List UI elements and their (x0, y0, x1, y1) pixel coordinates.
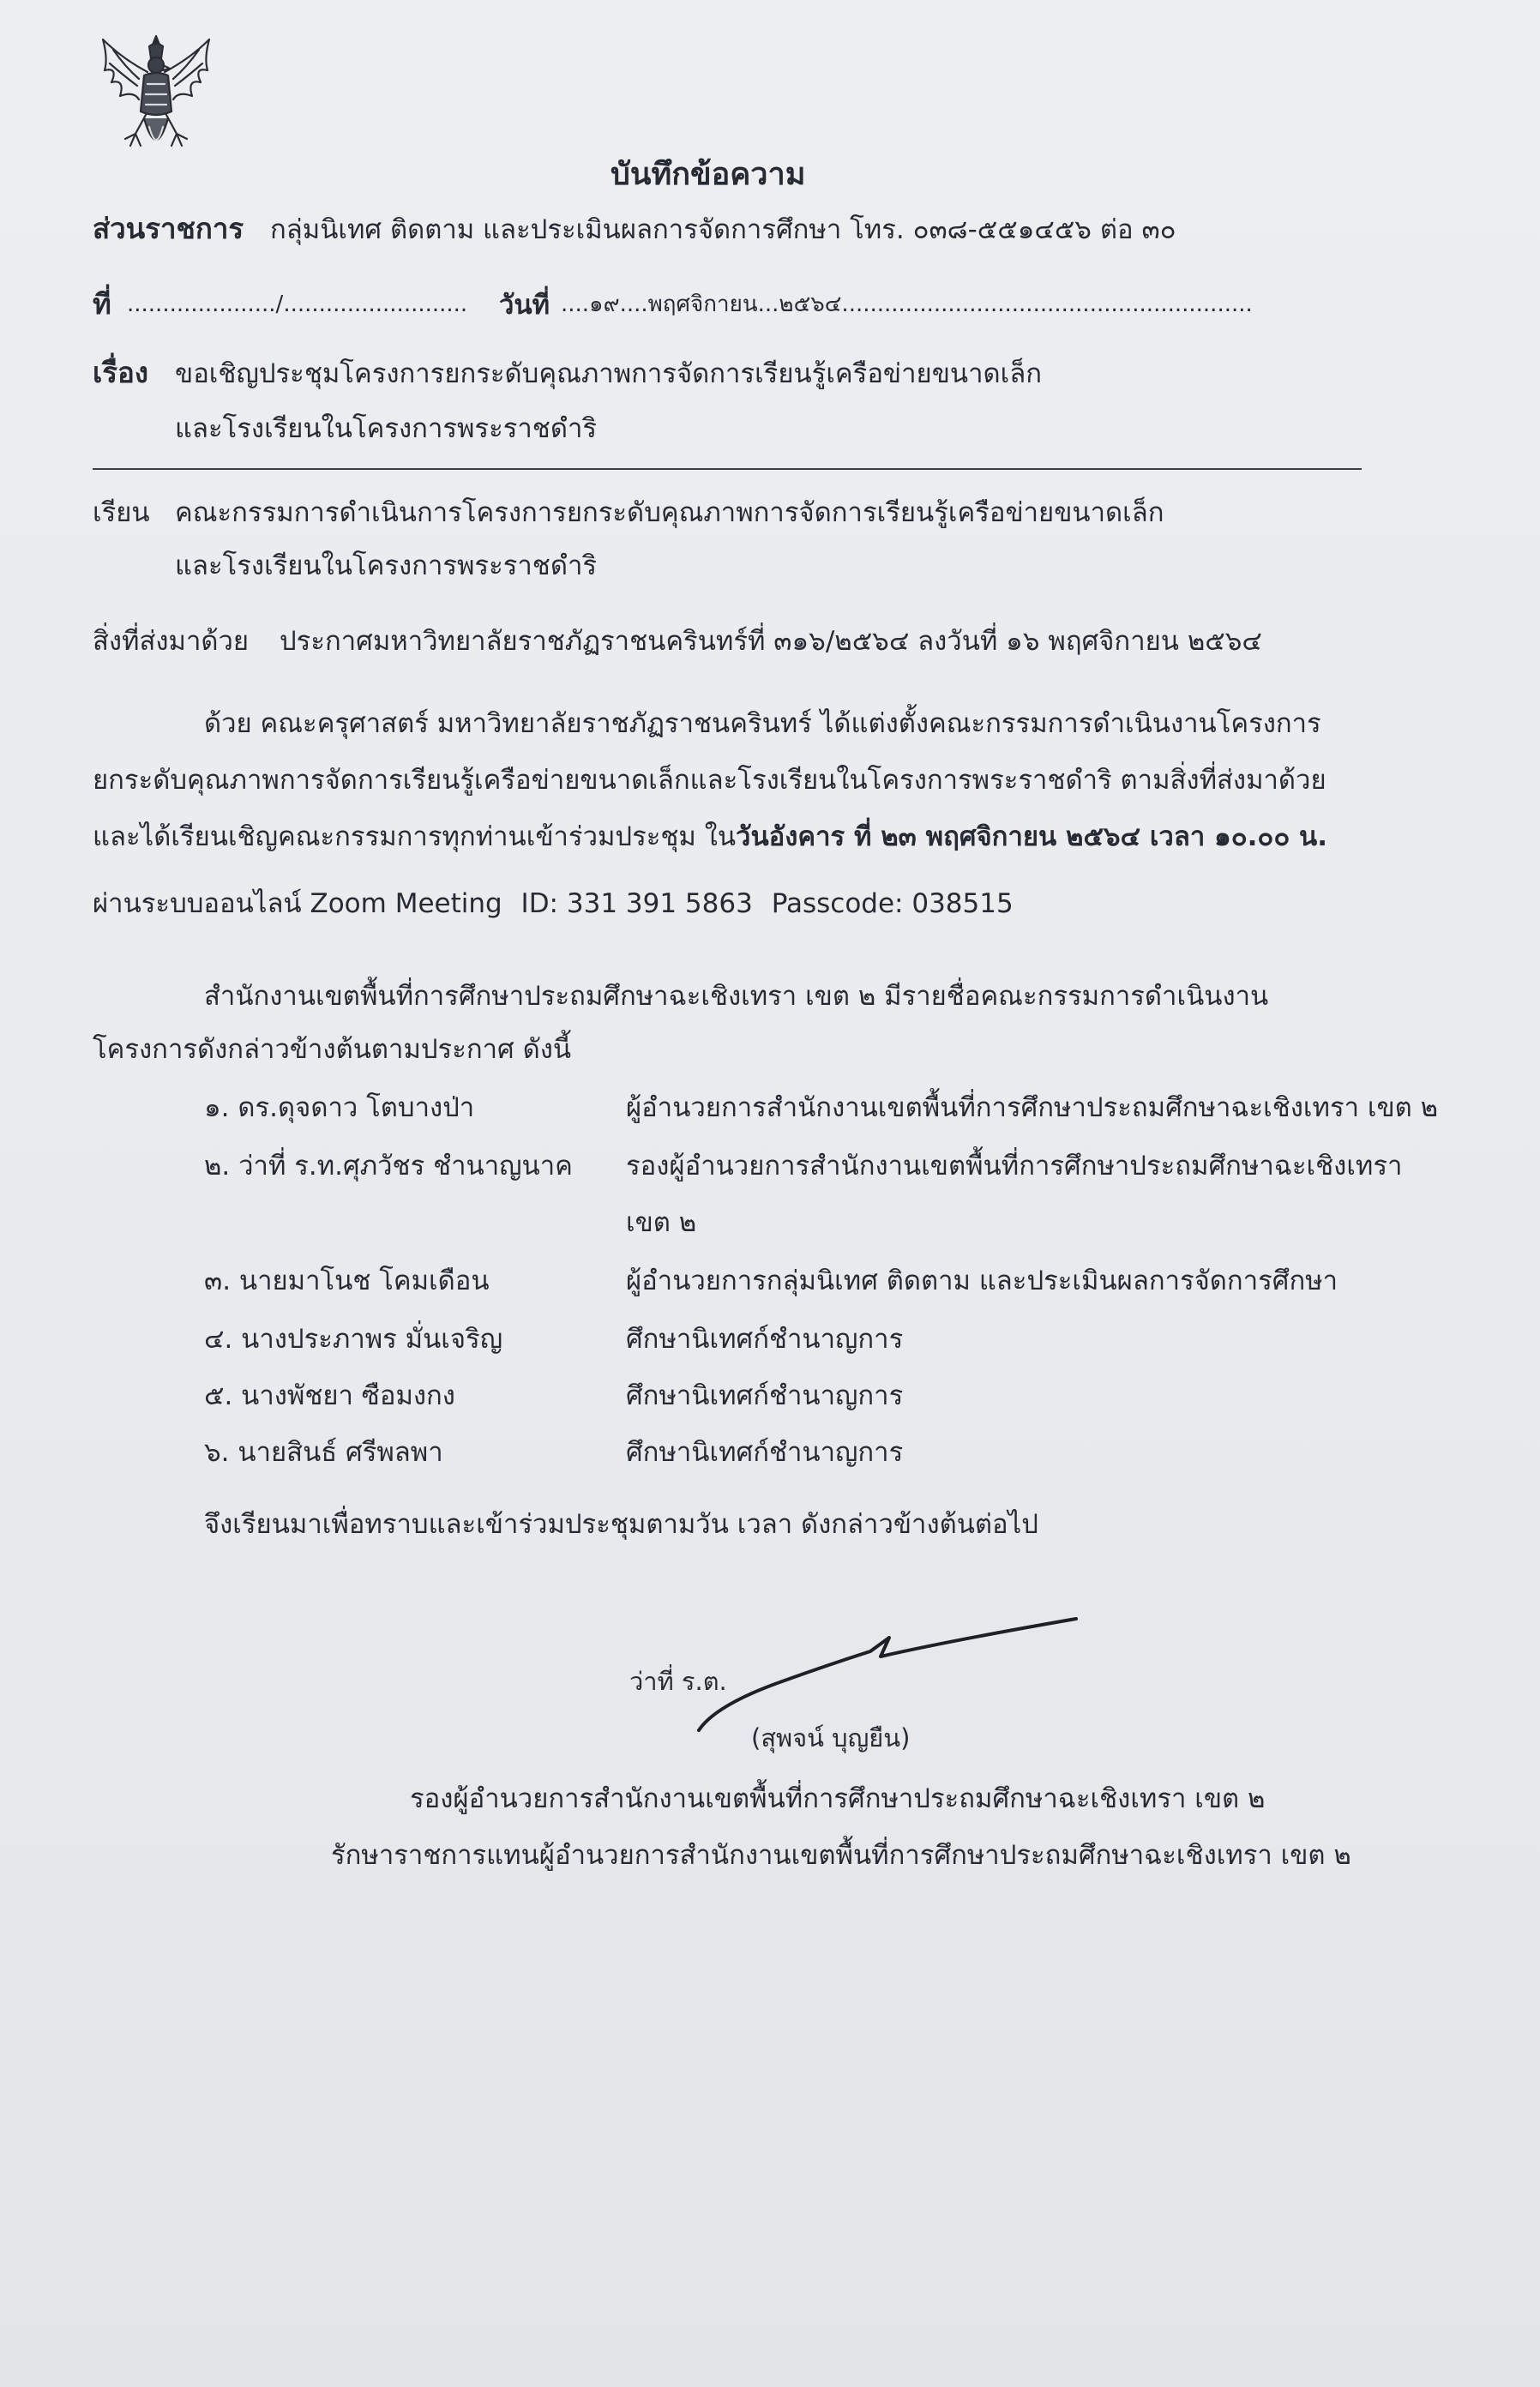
closing-sentence: จึงเรียนมาเพื่อทราบและเข้าร่วมประชุมตามวัน เวลา ดังกล่าวข้างต้นต่อไป (204, 1509, 1038, 1540)
header-divider (93, 468, 1362, 470)
subject-label: เรื่อง (93, 356, 148, 389)
member-position-5: ศึกษานิเทศก์ชำนาญการ (626, 1380, 904, 1411)
body-p2-line-1: สำนักงานเขตพื้นที่การศึกษาประถมศึกษาฉะเชิงเทรา เขต ๒ มีรายชื่อคณะกรรมการดำเนินงาน (204, 981, 1269, 1012)
member-name-3: ๓. นายมาโนช โคมเดือน (204, 1266, 490, 1296)
handwritten-signature (690, 1603, 1093, 1741)
passcode: 038515 (911, 888, 1014, 919)
body-p1-line-2: ยกระดับคุณภาพการจัดการเรียนรู้เครือข่ายขนาดเล็กและโรงเรียนในโครงการพระราชดำริ ตามสิ่งที่ส่งมาด้วย (93, 765, 1326, 796)
body-p1-line-3 (93, 821, 1327, 853)
meeting-id-label: ID: (520, 888, 559, 919)
member-name-4: ๔. นางประภาพร มั่นเจริญ (204, 1324, 503, 1355)
signer-title-line-2: รักษาราชการแทนผู้อำนวยการสำนักงานเขตพื้นที่การศึกษาประถมศึกษาฉะเชิงเทรา เขต ๒ (331, 1840, 1351, 1871)
member-position-3: ผู้อำนวยการกลุ่มนิเทศ ติดตาม และประเมินผลการจัดการศึกษา (626, 1266, 1338, 1296)
member-name-2: ๒. ว่าที่ ร.ท.ศุภวัชร ชำนาญนาค (204, 1151, 573, 1181)
meeting-id: 331 391 5863 (566, 888, 753, 919)
member-position-6: ศึกษานิเทศก์ชำนาญการ (626, 1437, 904, 1468)
ref-label: ที่ (93, 287, 111, 321)
member-name-1: ๑. ดร.ดุจดาว โตบางป่า (204, 1092, 475, 1123)
signature-prefix: ว่าที่ ร.ต. (629, 1667, 727, 1696)
member-name-5: ๕. นางพัชยา ซือมงกง (204, 1380, 455, 1411)
addressee-label: เรียน (93, 497, 150, 528)
agency-label: ส่วนราชการ (93, 212, 244, 245)
date-value: ....๑๙....พฤศจิกายน...๒๕๖๔.......................................................... (561, 292, 1253, 317)
body-p1-line-3-text: และได้เรียนเชิญคณะกรรมการทุกท่านเข้าร่วมประชุม ใน (93, 821, 737, 852)
member-position-1: ผู้อำนวยการสำนักงานเขตพื้นที่การศึกษาประถมศึกษาฉะเชิงเทรา เขต ๒ (626, 1092, 1439, 1123)
member-position-4: ศึกษานิเทศก์ชำนาญการ (626, 1324, 904, 1355)
garuda-emblem (96, 33, 216, 168)
ref-value: ...................../.......................... (127, 292, 468, 317)
online-prefix: ผ่านระบบออนไลน์ Zoom Meeting (93, 888, 502, 919)
enclosure-label: สิ่งที่ส่งมาด้วย (93, 626, 250, 657)
enclosure-value: ประกาศมหาวิทยาลัยราชภัฏราชนครินทร์ที่ ๓๑๖/๒๕๖๔ ลงวันที่ ๑๖ พฤศจิกายน ๒๕๖๔ (280, 626, 1262, 657)
signer-title-line-1: รองผู้อำนวยการสำนักงานเขตพื้นที่การศึกษาประถมศึกษาฉะเชิงเทรา เขต ๒ (410, 1783, 1266, 1814)
passcode-label: Passcode: (771, 888, 904, 919)
addressee-line-2: และโรงเรียนในโครงการพระราชดำริ (175, 550, 598, 581)
member-position-2-line-2: เขต ๒ (626, 1207, 697, 1238)
memo-title: บันทึกข้อความ (611, 157, 806, 192)
agency-value: กลุ่มนิเทศ ติดตาม และประเมินผลการจัดการศึกษา โทร. ๐๓๘-๕๕๑๔๕๖ ต่อ ๓๐ (270, 214, 1176, 245)
subject-line-2: และโรงเรียนในโครงการพระราชดำริ (175, 413, 598, 444)
subject-line-1: ขอเชิญประชุมโครงการยกระดับคุณภาพการจัดการเรียนรู้เครือข่ายขนาดเล็ก (175, 358, 1042, 389)
body-p1-line-4 (93, 888, 1014, 920)
member-position-2: รองผู้อำนวยการสำนักงานเขตพื้นที่การศึกษาประถมศึกษาฉะเชิงเทรา (626, 1151, 1403, 1181)
date-label: วันที่ (499, 290, 550, 321)
body-p1-line-1: ด้วย คณะครุศาสตร์ มหาวิทยาลัยราชภัฏราชนครินทร์ ได้แต่งตั้งคณะกรรมการดำเนินงานโครงการ (204, 708, 1321, 739)
addressee-line-1: คณะกรรมการดำเนินการโครงการยกระดับคุณภาพการจัดการเรียนรู้เครือข่ายขนาดเล็ก (175, 497, 1164, 528)
meeting-date-time: วันอังคาร ที่ ๒๓ พฤศจิกายน ๒๕๖๔ เวลา ๑๐.๐๐ น. (736, 821, 1328, 852)
signer-name: (สุพจน์ บุญยืน) (751, 1723, 911, 1753)
body-p2-line-2: โครงการดังกล่าวข้างต้นตามประกาศ ดังนี้ (93, 1034, 572, 1065)
member-name-6: ๖. นายสินธ์ ศรีพลพา (204, 1437, 443, 1468)
